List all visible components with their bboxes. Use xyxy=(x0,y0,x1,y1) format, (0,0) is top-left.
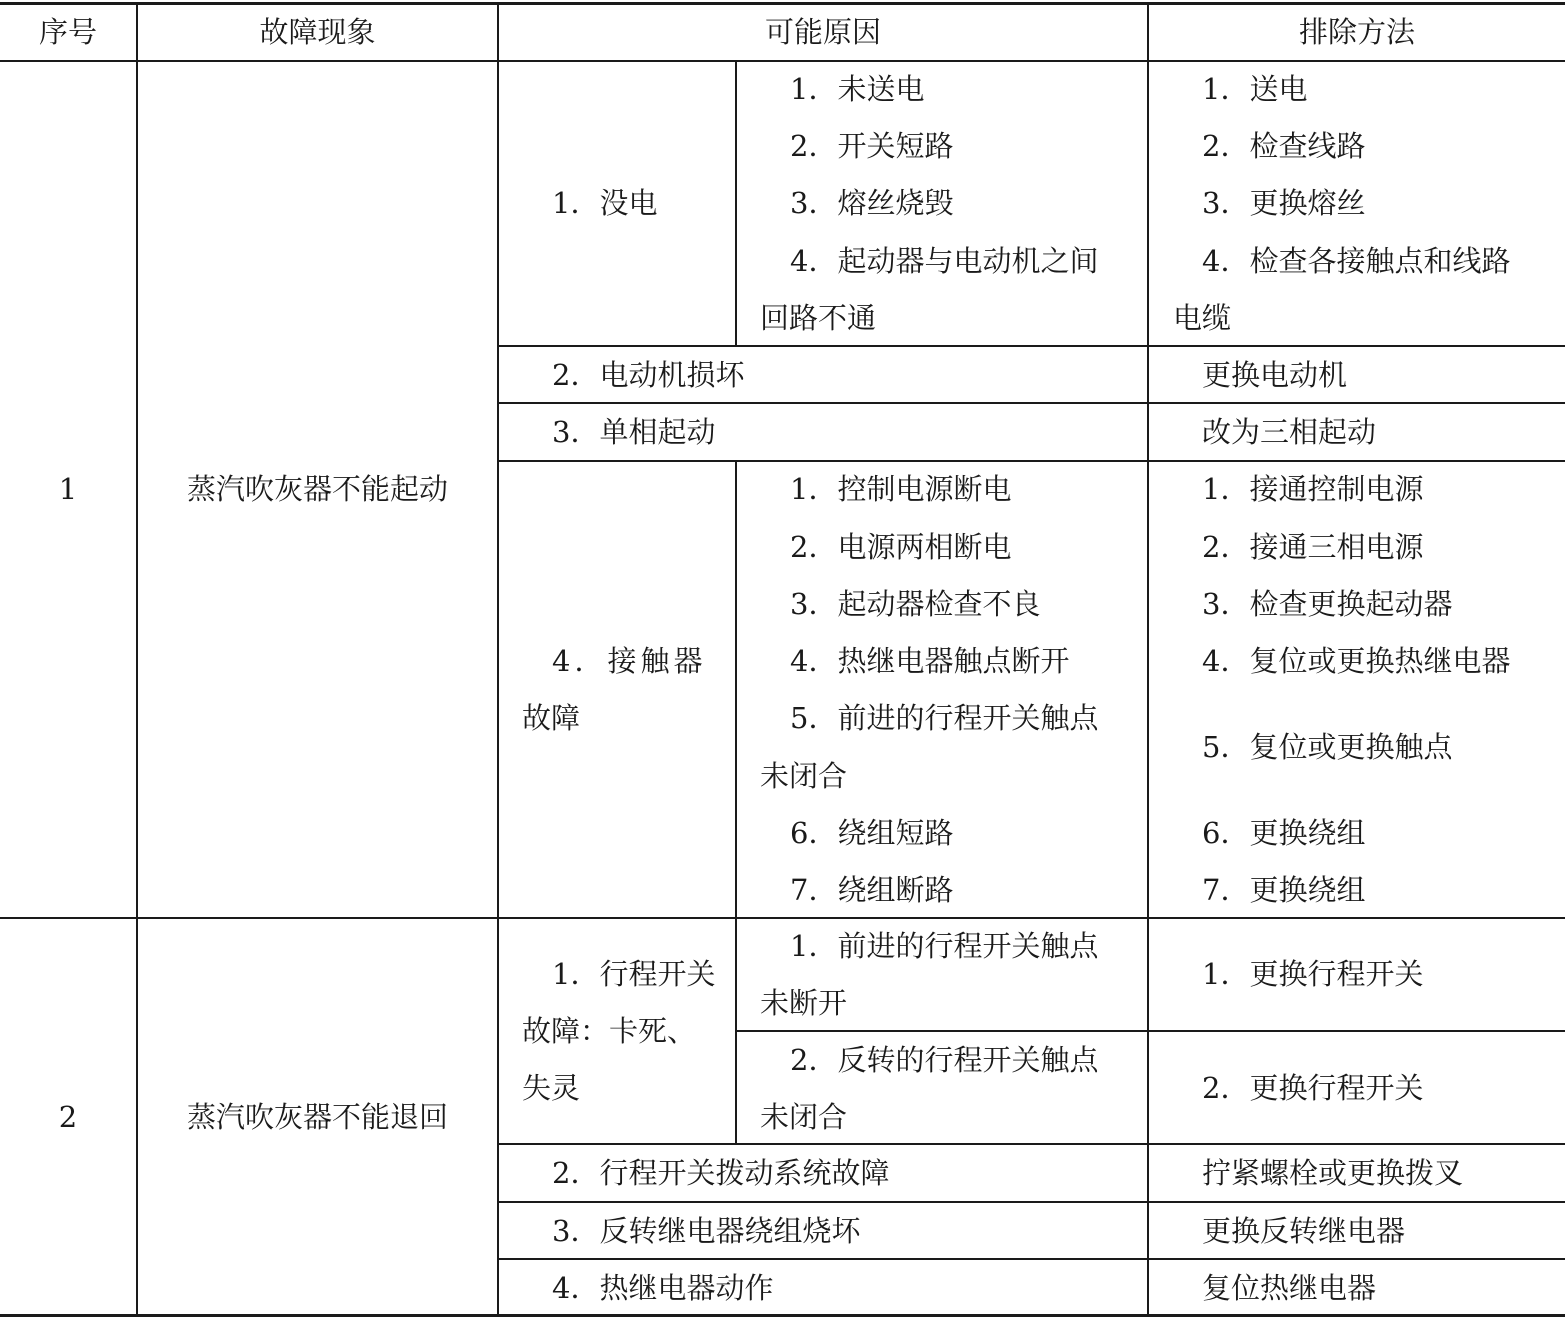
column-divider xyxy=(735,460,737,918)
cause-detail: 4．起动器与电动机之间 xyxy=(790,244,1099,278)
cause-label: 3．反转继电器绕组烧坏 xyxy=(552,1214,861,1248)
column-divider xyxy=(735,60,737,346)
remedy-item: 6．更换绕组 xyxy=(1202,816,1366,850)
remedy-item: 3．更换熔丝 xyxy=(1202,186,1366,220)
fault-symptom: 蒸汽吹灰器不能退回 xyxy=(186,1100,448,1134)
remedy-item: 7．更换绕组 xyxy=(1202,873,1366,907)
remedy-item: 1．送电 xyxy=(1202,72,1308,106)
fault-symptom: 蒸汽吹灰器不能起动 xyxy=(186,472,448,506)
remedy-item: 4．检查各接触点和线路 xyxy=(1202,244,1511,278)
remedy-item: 1．接通控制电源 xyxy=(1202,472,1424,506)
cause-detail: 未闭合 xyxy=(760,759,848,793)
row-number: 1 xyxy=(58,472,78,506)
remedy-item: 3．检查更换起动器 xyxy=(1202,587,1453,621)
cause-detail: 回路不通 xyxy=(760,301,877,335)
cause-label: 失灵 xyxy=(522,1071,581,1105)
column-divider xyxy=(1147,2,1149,1317)
remedy-item: 改为三相起动 xyxy=(1202,415,1377,449)
cause-detail: 6．绕组短路 xyxy=(790,816,954,850)
cause-detail: 2．开关短路 xyxy=(790,129,954,163)
cause-label: 故障：卡死、 xyxy=(522,1014,697,1048)
remedy-item: 2．更换行程开关 xyxy=(1202,1071,1424,1105)
row-number: 2 xyxy=(58,1100,78,1134)
cause-detail: 1．前进的行程开关触点 xyxy=(790,929,1099,963)
header-cause: 可能原因 xyxy=(764,15,881,49)
cause-label: 2．电动机损坏 xyxy=(552,358,745,392)
cause-label: 故障 xyxy=(522,701,581,735)
cause-label: 4．热继电器动作 xyxy=(552,1271,774,1305)
remedy-item: 4．复位或更换热继电器 xyxy=(1202,644,1511,678)
remedy-item: 1．更换行程开关 xyxy=(1202,957,1424,991)
cause-label: 1．没电 xyxy=(552,186,658,220)
cause-detail: 2．电源两相断电 xyxy=(790,530,1012,564)
column-divider xyxy=(497,2,499,1317)
cause-label: 3．单相起动 xyxy=(552,415,716,449)
remedy-item: 更换反转继电器 xyxy=(1202,1214,1406,1248)
remedy-item: 5．复位或更换触点 xyxy=(1202,730,1453,764)
cause-label: 1．行程开关 xyxy=(552,957,716,991)
remedy-item: 2．接通三相电源 xyxy=(1202,530,1424,564)
header-no: 序号 xyxy=(38,15,97,49)
remedy-item: 复位热继电器 xyxy=(1202,1271,1377,1305)
cause-detail: 3．起动器检查不良 xyxy=(790,587,1041,621)
remedy-item: 拧紧螺栓或更换拨叉 xyxy=(1202,1156,1464,1190)
header-symptom: 故障现象 xyxy=(259,15,376,49)
cause-detail: 1．控制电源断电 xyxy=(790,472,1012,506)
cause-detail: 2．反转的行程开关触点 xyxy=(790,1043,1099,1077)
cause-detail: 1．未送电 xyxy=(790,72,925,106)
cause-label: 4．接触器 xyxy=(552,644,707,678)
cause-detail: 未断开 xyxy=(760,986,848,1020)
remedy-item: 更换电动机 xyxy=(1202,358,1348,392)
cause-detail: 3．熔丝烧毁 xyxy=(790,186,954,220)
header-remedy: 排除方法 xyxy=(1298,15,1415,49)
remedy-item: 电缆 xyxy=(1173,301,1232,335)
cause-label: 2．行程开关拨动系统故障 xyxy=(552,1156,890,1190)
cause-detail: 7．绕组断路 xyxy=(790,873,954,907)
cause-detail: 4．热继电器触点断开 xyxy=(790,644,1070,678)
cause-detail: 未闭合 xyxy=(760,1100,848,1134)
cause-detail: 5．前进的行程开关触点 xyxy=(790,701,1099,735)
remedy-item: 2．检查线路 xyxy=(1202,129,1366,163)
